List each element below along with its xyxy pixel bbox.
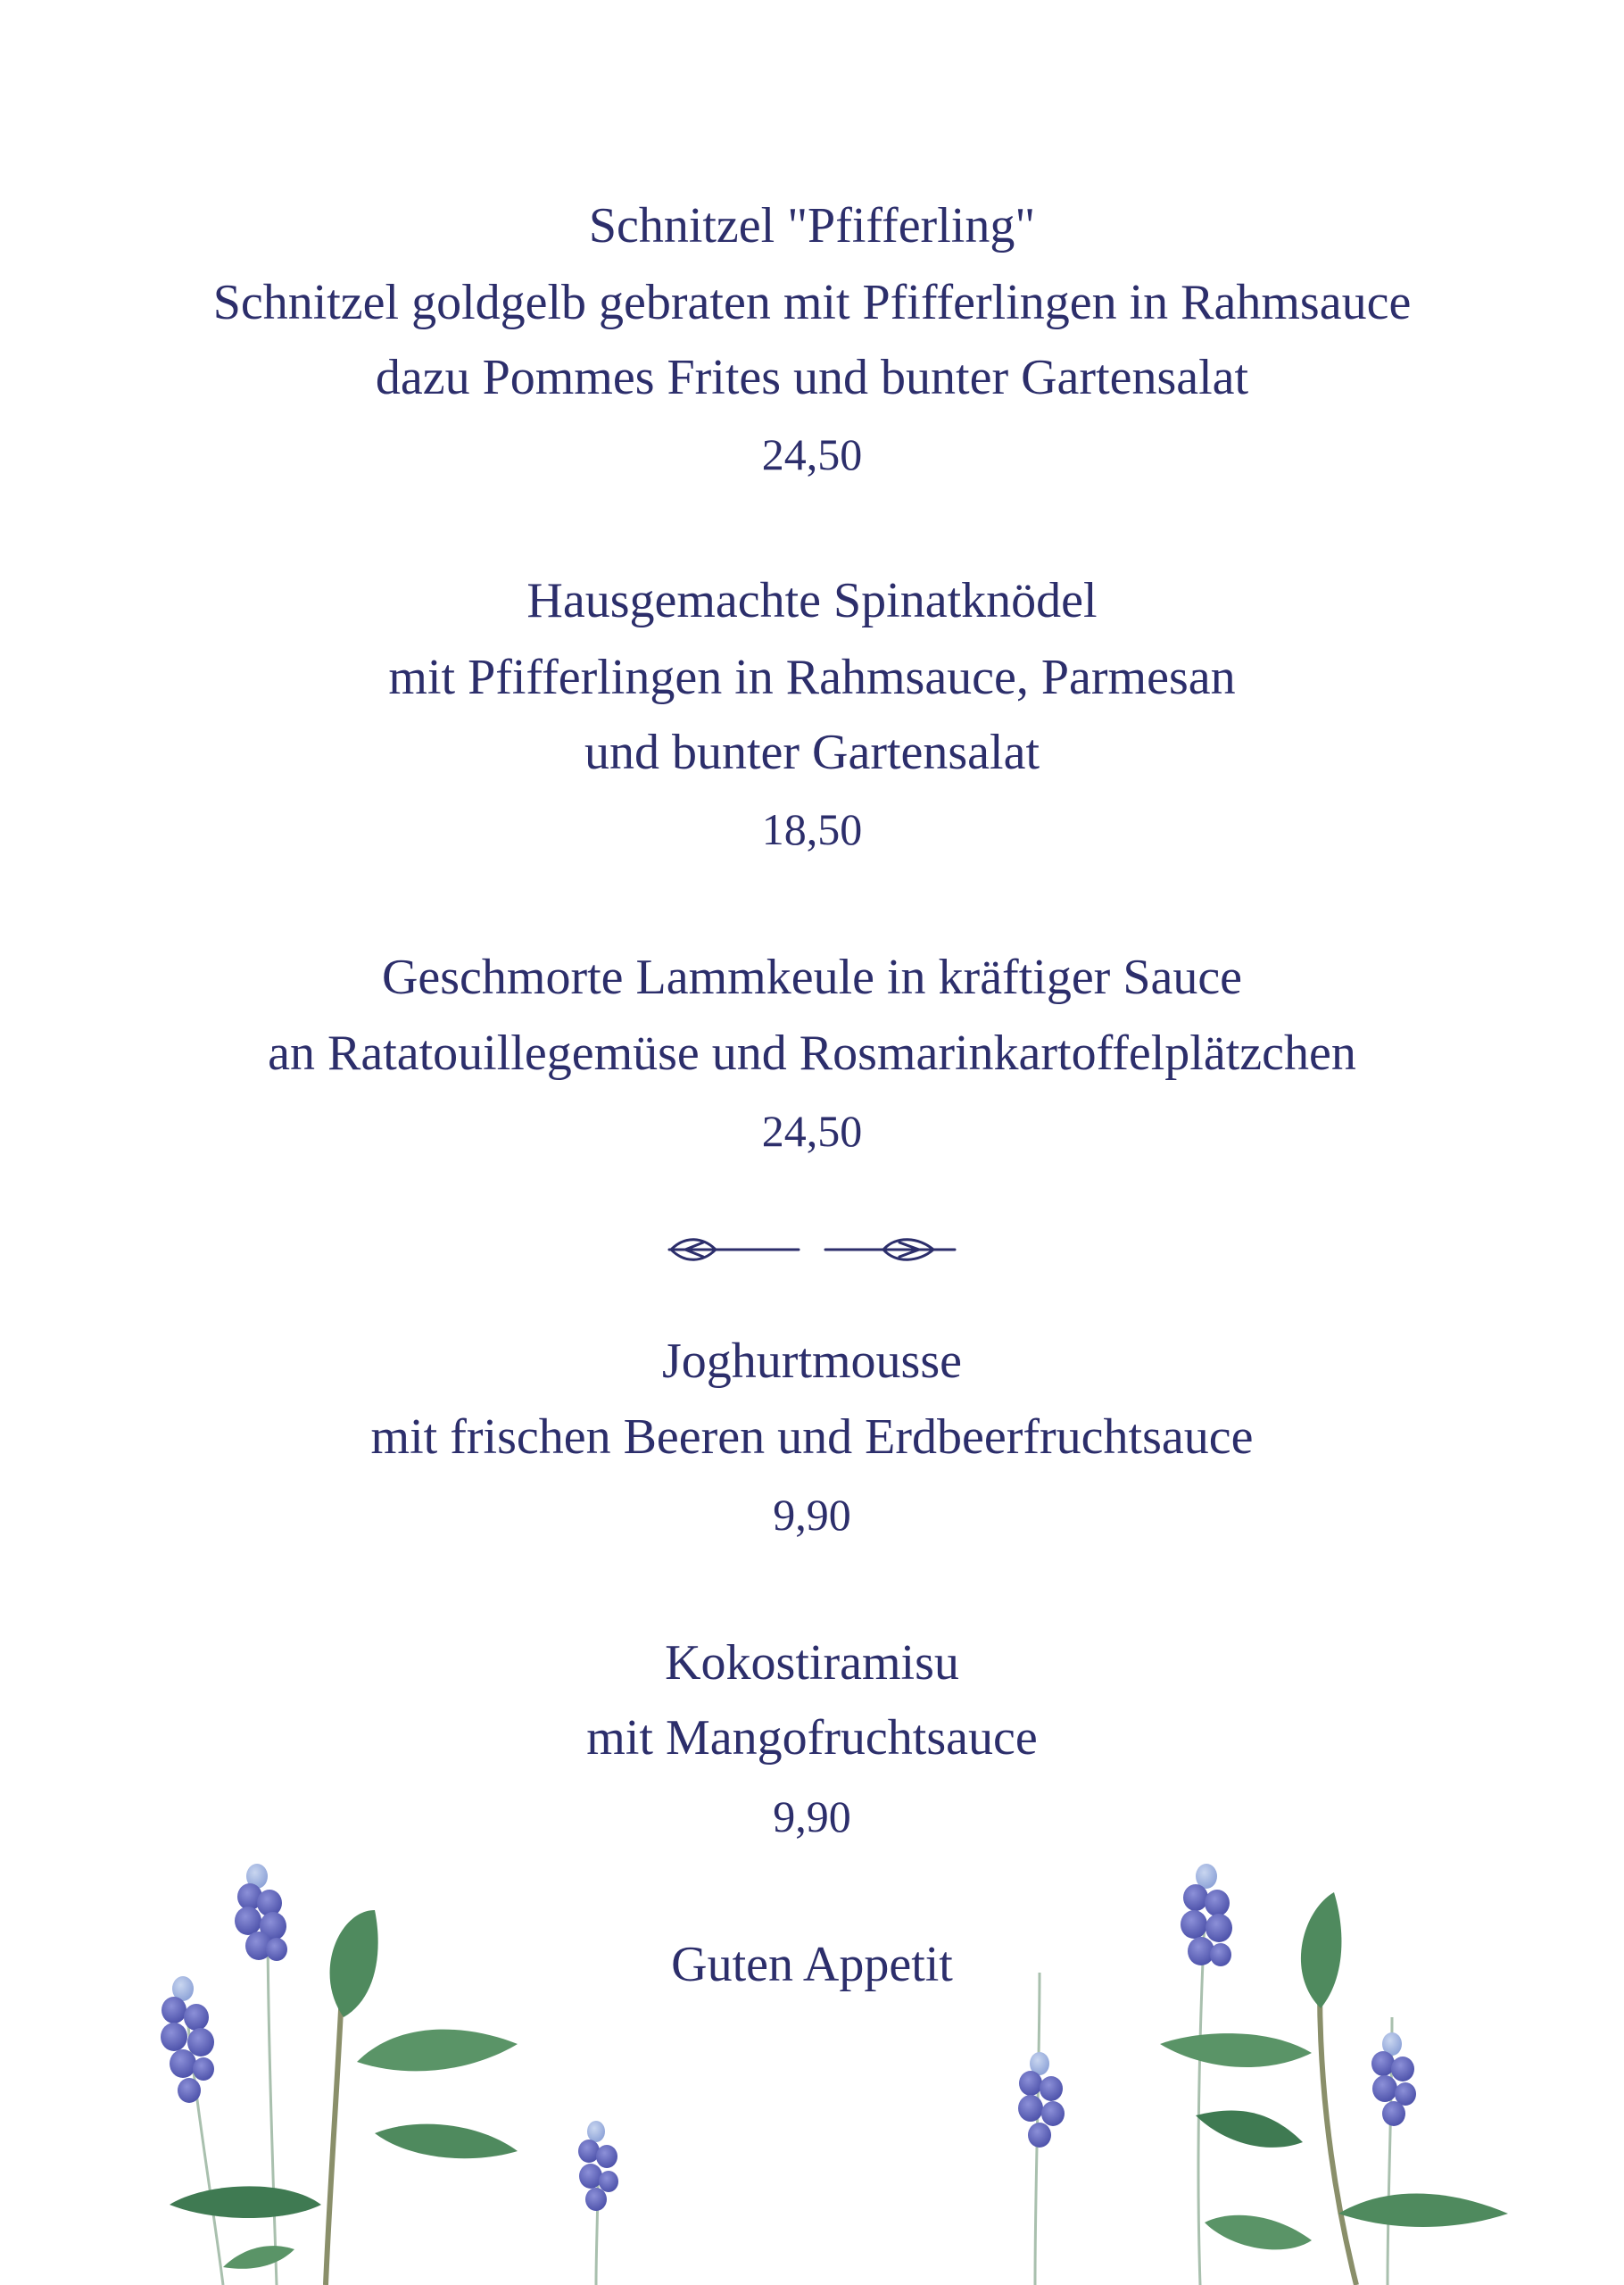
flower-group-right	[1018, 1864, 1508, 2285]
bluebell-flowers-illustration	[0, 1839, 1624, 2285]
dish-price: 18,50	[761, 804, 863, 854]
leaf-divider-icon	[660, 1223, 964, 1276]
dish-description: und bunter Gartensalat	[584, 725, 1040, 780]
dish-description: Schnitzel goldgelb gebraten mit Pfifferlingen in Rahmsauce	[212, 275, 1412, 330]
dessert-title: Kokostiramisu	[665, 1635, 959, 1691]
dessert-price: 9,90	[773, 1791, 851, 1841]
dessert-title: Joghurtmousse	[662, 1334, 962, 1389]
dish-title: Geschmorte Lammkeule in kräftiger Sauce	[381, 950, 1243, 1005]
flower-group-left	[161, 1864, 618, 2285]
dish-description: dazu Pommes Frites und bunter Gartensalat	[375, 350, 1249, 405]
dessert-price: 9,90	[773, 1490, 851, 1540]
dessert-description: mit Mangofruchtsauce	[586, 1710, 1038, 1766]
dish-title: Hausgemachte Spinatknödel	[526, 573, 1098, 628]
dish-description: mit Pfifferlingen in Rahmsauce, Parmesan	[388, 650, 1236, 705]
dish-title: Schnitzel "Pfifferling"	[588, 198, 1036, 253]
closing-text: Guten Appetit	[671, 1937, 953, 1992]
dish-price: 24,50	[761, 1106, 863, 1156]
dish-description: an Ratatouillegemüse und Rosmarinkartoffelplätzchen	[268, 1026, 1356, 1081]
dish-price: 24,50	[761, 429, 863, 479]
dessert-description: mit frischen Beeren und Erdbeerfruchtsauce	[370, 1409, 1254, 1465]
